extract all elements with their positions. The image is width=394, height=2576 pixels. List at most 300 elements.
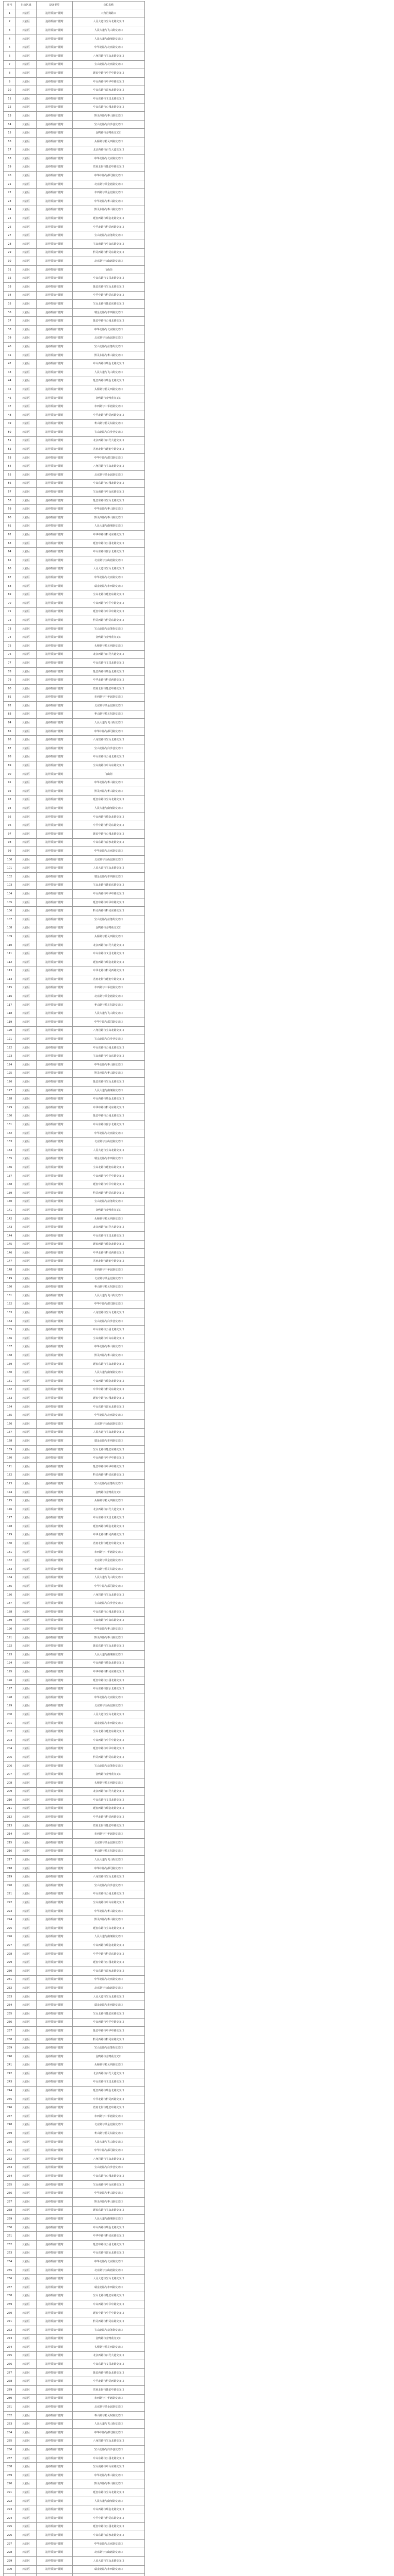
cell-seq: 54	[4, 462, 16, 471]
cell-type: 违停抓拍不限时	[37, 1018, 73, 1027]
cell-area: 云岩区	[16, 112, 37, 121]
cell-name: 人民大道与飞山街交叉口	[73, 2420, 145, 2429]
cell-name: 中华中路与黔灵东路交叉口	[73, 1668, 145, 1676]
cell-name: 头桥路与黔灵西路交叉口	[73, 933, 145, 941]
cell-type: 违停抓拍不限时	[37, 1685, 73, 1693]
cell-name: 中山西路与中华中路交叉口	[73, 1454, 145, 1463]
cell-type: 违停抓拍不限时	[37, 2429, 73, 2437]
cell-name: 市西路与中华北路交叉口	[73, 2394, 145, 2403]
cell-type: 违停抓拍不限时	[37, 941, 73, 950]
cell-seq: 136	[4, 1163, 16, 1172]
cell-type: 违停抓拍不限时	[37, 197, 73, 206]
table-row	[4, 368, 145, 377]
cell-type: 违停抓拍不限时	[37, 548, 73, 556]
table-row	[4, 231, 145, 240]
cell-type: 违停抓拍不限时	[37, 1608, 73, 1617]
cell-name	[73, 2574, 145, 2576]
cell-area: 云岩区	[16, 1608, 37, 1617]
cell-area: 云岩区	[16, 1505, 37, 1514]
cell-seq: 63	[4, 539, 16, 548]
cell-area: 云岩区	[16, 1719, 37, 1727]
table-row	[4, 1274, 145, 1283]
cell-area: 云岩区	[16, 436, 37, 445]
cell-type: 违停抓拍不限时	[37, 1437, 73, 1446]
cell-name: 延安东路与宝山北路交叉口	[73, 2206, 145, 2215]
cell-area: 云岩区	[16, 1129, 37, 1138]
cell-area: 云岩区	[16, 838, 37, 847]
table-row	[4, 1257, 145, 1266]
cell-area: 云岩区	[16, 1009, 37, 1018]
cell-seq: 57	[4, 488, 16, 497]
cell-seq: 235	[4, 2009, 16, 2018]
table-row	[4, 86, 145, 95]
table-row	[4, 172, 145, 180]
cell-seq: 238	[4, 2035, 16, 2044]
cell-area: 云岩区	[16, 2368, 37, 2377]
cell-area: 云岩区	[16, 1206, 37, 1215]
cell-name: 八角岩路与宝山北路交叉口	[73, 2155, 145, 2164]
table-row	[4, 1471, 145, 1480]
cell-name: 中山东路与富水北路交叉口	[73, 86, 145, 95]
cell-type: 违停抓拍不限时	[37, 556, 73, 565]
cell-seq: 68	[4, 582, 16, 590]
cell-type: 违停抓拍不限时	[37, 693, 73, 702]
table-row	[4, 445, 145, 454]
cell-seq: 222	[4, 1899, 16, 1907]
table-row	[4, 1796, 145, 1805]
cell-seq: 292	[4, 2497, 16, 2505]
cell-type: 违停抓拍不限时	[37, 394, 73, 402]
cell-seq: 240	[4, 2052, 16, 2061]
table-row	[4, 693, 145, 702]
cell-type: 违停抓拍不限时	[37, 231, 73, 240]
cell-type: 违停抓拍不限时	[37, 1668, 73, 1676]
cell-type: 违停抓拍不限时	[37, 1531, 73, 1539]
table-row	[4, 1172, 145, 1180]
cell-seq: 239	[4, 2044, 16, 2053]
cell-seq: 264	[4, 2258, 16, 2266]
table-row	[4, 291, 145, 300]
cell-name: 枣山路与黔灵东路交叉口	[73, 2411, 145, 2420]
cell-name: 北京西路与百花大道交叉口	[73, 2351, 145, 2360]
cell-seq: 236	[4, 2018, 16, 2027]
cell-type: 违停抓拍不限时	[37, 1992, 73, 2001]
table-row	[4, 1933, 145, 1941]
cell-seq: 243	[4, 2078, 16, 2087]
table-row	[4, 599, 145, 607]
cell-name: 宝山北路与延安东路交叉口	[73, 590, 145, 599]
table-row	[4, 761, 145, 770]
table-row	[4, 343, 145, 351]
table-row	[4, 1556, 145, 1565]
cell-type: 违停抓拍不限时	[37, 1368, 73, 1377]
cell-area: 云岩区	[16, 1967, 37, 1975]
cell-area: 云岩区	[16, 984, 37, 992]
cell-area: 云岩区	[16, 1770, 37, 1779]
cell-name: 宝山北路与白沙巷交叉口	[73, 2446, 145, 2454]
table-row	[4, 2249, 145, 2258]
cell-name: 人民大道与飞山街交叉口	[73, 1009, 145, 1018]
cell-name: 省府北街与延安中路交叉口	[73, 1539, 145, 1548]
table-row	[4, 770, 145, 778]
cell-type: 违停抓拍不限时	[37, 1095, 73, 1104]
cell-seq: 245	[4, 2095, 16, 2104]
cell-area: 云岩区	[16, 531, 37, 539]
cell-area: 云岩区	[16, 18, 37, 26]
table-row	[4, 351, 145, 360]
table-row	[4, 1334, 145, 1343]
cell-area: 云岩区	[16, 2249, 37, 2258]
cell-area: 云岩区	[16, 291, 37, 300]
cell-name: 人民大道与宝山北路交叉口	[73, 2275, 145, 2283]
cell-seq: 197	[4, 1685, 16, 1693]
cell-seq: 219	[4, 1873, 16, 1882]
cell-seq: 83	[4, 710, 16, 719]
table-row	[4, 1454, 145, 1463]
cell-area: 云岩区	[16, 1026, 37, 1035]
cell-type: 违停抓拍不限时	[37, 967, 73, 975]
cell-seq: 43	[4, 368, 16, 377]
cell-type: 违停抓拍不限时	[37, 1744, 73, 1753]
cell-area: 云岩区	[16, 2027, 37, 2036]
cell-seq: 21	[4, 180, 16, 189]
cell-name: 宝山南路与中山东路交叉口	[73, 2463, 145, 2471]
cell-area: 云岩区	[16, 2351, 37, 2360]
cell-name: 中华北路与黔灵西路交叉口	[73, 2095, 145, 2104]
cell-area: 云岩区	[16, 676, 37, 685]
cell-seq: 12	[4, 103, 16, 112]
cell-area: 云岩区	[16, 1556, 37, 1565]
cell-area: 云岩区	[16, 2471, 37, 2480]
cell-name: 人民大道与南垭路交叉口	[73, 2497, 145, 2505]
cell-type: 违停抓拍不限时	[37, 2283, 73, 2292]
table-row	[4, 2565, 145, 2574]
cell-type: 违停抓拍不限时	[37, 702, 73, 710]
cell-type: 违停抓拍不限时	[37, 1522, 73, 1531]
table-row	[4, 847, 145, 856]
cell-seq: 101	[4, 864, 16, 873]
table-row	[4, 590, 145, 599]
cell-name: 中华中路与黔灵东路交叉口	[73, 1385, 145, 1394]
table-row	[4, 300, 145, 309]
cell-name: 宝山北路与白沙巷交叉口	[73, 1882, 145, 1890]
cell-area: 云岩区	[16, 2266, 37, 2275]
cell-name: 北京路与宝山北路交叉口	[73, 1702, 145, 1710]
cell-seq: 154	[4, 1317, 16, 1326]
cell-area: 云岩区	[16, 1368, 37, 1377]
table-row	[4, 2275, 145, 2283]
cell-type: 违停抓拍不限时	[37, 1300, 73, 1309]
cell-name: 中华北路与黔灵西路交叉口	[73, 223, 145, 231]
cell-seq: 183	[4, 1565, 16, 1574]
cell-name: 人民大道与飞山街交叉口	[73, 1573, 145, 1582]
cell-type: 违停抓拍不限时	[37, 1078, 73, 1087]
cell-type: 违停抓拍不限时	[37, 812, 73, 821]
cell-area: 云岩区	[16, 2411, 37, 2420]
cell-name: 中山东路与富水北路交叉口	[73, 548, 145, 556]
cell-area: 云岩区	[16, 2275, 37, 2283]
cell-name: 人民大道与宝山北路交叉口	[73, 1710, 145, 1719]
cell-seq: 69	[4, 590, 16, 599]
cell-area: 云岩区	[16, 2206, 37, 2215]
cell-type: 违停抓拍不限时	[37, 1497, 73, 1505]
table-row	[4, 616, 145, 625]
cell-type: 违停抓拍不限时	[37, 2087, 73, 2095]
cell-type: 违停抓拍不限时	[37, 35, 73, 43]
cell-area: 云岩区	[16, 77, 37, 86]
cell-seq: 215	[4, 1839, 16, 1848]
cell-area: 云岩区	[16, 1163, 37, 1172]
table-row	[4, 1821, 145, 1830]
cell-type: 违停抓拍不限时	[37, 1573, 73, 1582]
cell-seq: 151	[4, 1292, 16, 1300]
cell-seq: 148	[4, 1266, 16, 1275]
cell-name: 延安中路与中华中路交叉口	[73, 1744, 145, 1753]
cell-name: 宝山北路与盐务街交叉口	[73, 343, 145, 351]
cell-area: 云岩区	[16, 967, 37, 975]
cell-name: 延安中路与公园北路交叉口	[73, 1958, 145, 1967]
table-row	[4, 710, 145, 719]
cell-seq: 190	[4, 1625, 16, 1634]
cell-type: 违停抓拍不限时	[37, 1283, 73, 1292]
cell-type: 违停抓拍不限时	[37, 2095, 73, 2104]
table-row	[4, 1018, 145, 1027]
cell-area: 云岩区	[16, 1522, 37, 1531]
cell-area: 云岩区	[16, 189, 37, 197]
table-row	[4, 1163, 145, 1172]
cell-seq: 102	[4, 872, 16, 881]
cell-area: 云岩区	[16, 283, 37, 292]
cell-area: 云岩区	[16, 445, 37, 454]
table-row	[4, 795, 145, 804]
table-row	[4, 360, 145, 368]
cell-type: 违停抓拍不限时	[37, 1112, 73, 1121]
cell-seq: 56	[4, 479, 16, 488]
cell-seq: 201	[4, 1719, 16, 1727]
cell-seq	[4, 2574, 16, 2576]
cell-name: 宝山北路与盐务街交叉口	[73, 915, 145, 924]
cell-area: 云岩区	[16, 1488, 37, 1497]
cell-name: 中华北路与黔灵西路交叉口	[73, 1531, 145, 1539]
cell-area: 云岩区	[16, 778, 37, 787]
cell-name: 瑞金北路与市西路交叉口	[73, 308, 145, 317]
cell-type: 违停抓拍不限时	[37, 744, 73, 753]
table-row	[4, 248, 145, 257]
cell-type: 违停抓拍不限时	[37, 1009, 73, 1018]
table-row	[4, 1052, 145, 1061]
cell-name: 宝山北路与延安东路交叉口	[73, 2292, 145, 2300]
cell-name: 省府北街与延安中路交叉口	[73, 445, 145, 454]
cell-type: 违停抓拍不限时	[37, 146, 73, 155]
table-row	[4, 1693, 145, 1702]
cell-seq: 60	[4, 514, 16, 522]
cell-area: 云岩区	[16, 702, 37, 710]
cell-name: 黔灵西路与黔灵东路交叉口	[73, 248, 145, 257]
table-row	[4, 283, 145, 292]
cell-type: 违停抓拍不限时	[37, 795, 73, 804]
table-row	[4, 872, 145, 881]
cell-name: 北京路与宝山北路交叉口	[73, 1984, 145, 1993]
cell-name: 中华北路与北京路交叉口	[73, 43, 145, 52]
table-row	[4, 197, 145, 206]
cell-area: 云岩区	[16, 2283, 37, 2292]
cell-type: 违停抓拍不限时	[37, 2027, 73, 2036]
cell-area: 云岩区	[16, 2009, 37, 2018]
cell-seq: 169	[4, 1445, 16, 1454]
cell-name: 中华北路与北京路交叉口	[73, 155, 145, 163]
cell-type: 违停抓拍不限时	[37, 1693, 73, 1702]
cell-area: 云岩区	[16, 2189, 37, 2198]
cell-area: 云岩区	[16, 1907, 37, 1916]
cell-type: 违停抓拍不限时	[37, 1326, 73, 1334]
cell-seq: 267	[4, 2283, 16, 2292]
cell-seq: 91	[4, 778, 16, 787]
cell-seq: 10	[4, 86, 16, 95]
cell-type: 违停抓拍不限时	[37, 1146, 73, 1155]
cell-area: 云岩区	[16, 872, 37, 881]
table-row	[4, 1522, 145, 1531]
cell-seq: 104	[4, 890, 16, 899]
cell-seq: 67	[4, 573, 16, 582]
cell-name: 头桥路与黔灵西路交叉口	[73, 137, 145, 146]
cell-seq: 59	[4, 505, 16, 514]
cell-type: 违停抓拍不限时	[37, 1257, 73, 1266]
cell-name: 中山东路与文昌北路交叉口	[73, 1796, 145, 1805]
cell-area: 云岩区	[16, 1984, 37, 1993]
cell-name: 中山东路与文昌北路交叉口	[73, 274, 145, 283]
table-row	[4, 317, 145, 326]
cell-area: 云岩区	[16, 2420, 37, 2429]
cell-seq: 192	[4, 1642, 16, 1651]
cell-name: 中山东路与文昌北路交叉口	[73, 950, 145, 958]
cell-area: 云岩区	[16, 830, 37, 839]
cell-type: 违停抓拍不限时	[37, 1402, 73, 1411]
table-row	[4, 933, 145, 941]
cell-name: 中华中路与都司路交叉口	[73, 453, 145, 462]
cell-area: 云岩区	[16, 35, 37, 43]
cell-area: 云岩区	[16, 590, 37, 599]
cell-type: 违停抓拍不限时	[37, 1761, 73, 1770]
cell-area: 云岩区	[16, 1309, 37, 1317]
cell-area: 云岩区	[16, 2454, 37, 2463]
cell-type: 违停抓拍不限时	[37, 2078, 73, 2087]
cell-name: 中山东路与公园北路交叉口	[73, 103, 145, 112]
cell-area: 云岩区	[16, 317, 37, 326]
cell-type: 违停抓拍不限时	[37, 2556, 73, 2565]
table-row	[4, 2223, 145, 2232]
cell-name: 黔灵西路与枣山路交叉口	[73, 1916, 145, 1924]
cell-name: 中华北路与枣山路交叉口	[73, 2471, 145, 2480]
cell-area: 云岩区	[16, 667, 37, 676]
table-row	[4, 2454, 145, 2463]
cell-area: 云岩区	[16, 1018, 37, 1027]
cell-name: 金鸭路与金鸭苑交叉口	[73, 1206, 145, 1215]
table-row	[4, 189, 145, 197]
table-row	[4, 1309, 145, 1317]
cell-name: 延安中路与中华中路交叉口	[73, 898, 145, 907]
cell-type: 违停抓拍不限时	[37, 1197, 73, 1206]
cell-seq: 40	[4, 343, 16, 351]
cell-area: 云岩区	[16, 26, 37, 35]
cell-area: 云岩区	[16, 1710, 37, 1719]
cell-seq: 45	[4, 385, 16, 394]
cell-name: 中山东路与公园北路交叉口	[73, 753, 145, 761]
cell-type: 违停抓拍不限时	[37, 334, 73, 343]
cell-type: 违停抓拍不限时	[37, 1916, 73, 1924]
cell-name: 延安东路与宝山北路交叉口	[73, 2488, 145, 2497]
cell-seq: 79	[4, 676, 16, 685]
cell-seq: 94	[4, 804, 16, 813]
cell-area: 云岩区	[16, 582, 37, 590]
cell-area: 云岩区	[16, 1146, 37, 1155]
cell-seq: 275	[4, 2351, 16, 2360]
table-row	[4, 864, 145, 873]
cell-area: 云岩区	[16, 2292, 37, 2300]
table-row	[4, 2300, 145, 2309]
cell-area: 云岩区	[16, 1283, 37, 1292]
table-row	[4, 624, 145, 633]
cell-type: 违停抓拍不限时	[37, 1890, 73, 1899]
cell-area: 云岩区	[16, 1778, 37, 1787]
table-row	[4, 2163, 145, 2172]
cell-name: 宝山北路与盐务街交叉口	[73, 1197, 145, 1206]
cell-name: 人民大道与宝山北路交叉口	[73, 2556, 145, 2565]
table-row	[4, 1599, 145, 1608]
cell-name: 黔灵西路与黔灵东路交叉口	[73, 907, 145, 916]
cell-type: 违停抓拍不限时	[37, 248, 73, 257]
table-row	[4, 659, 145, 668]
cell-type: 违停抓拍不限时	[37, 659, 73, 668]
cell-name: 瑞金北路与市西路交叉口	[73, 1437, 145, 1446]
table-row	[4, 1685, 145, 1693]
cell-seq: 182	[4, 1556, 16, 1565]
cell-area: 云岩区	[16, 2180, 37, 2189]
cell-seq: 62	[4, 531, 16, 539]
table-row	[4, 1727, 145, 1736]
table-row	[4, 1061, 145, 1070]
cell-type: 违停抓拍不限时	[37, 52, 73, 60]
cell-name: 金鸭路与金鸭苑交叉口	[73, 2334, 145, 2343]
cell-area: 云岩区	[16, 907, 37, 916]
cell-name: 黔灵西路与黔灵东路交叉口	[73, 1753, 145, 1762]
cell-type: 违停抓拍不限时	[37, 607, 73, 616]
cell-type: 违停抓拍不限时	[37, 1026, 73, 1035]
table-row	[4, 155, 145, 163]
cell-area: 云岩区	[16, 2104, 37, 2112]
cell-area: 云岩区	[16, 394, 37, 402]
cell-type: 违停抓拍不限时	[37, 787, 73, 796]
cell-name: 市西路与中华北路交叉口	[73, 693, 145, 702]
cell-name: 中山东路与公园北路交叉口	[73, 2172, 145, 2181]
cell-name: 人民大道与南垭路交叉口	[73, 1651, 145, 1659]
cell-seq: 134	[4, 1146, 16, 1155]
cell-type: 违停抓拍不限时	[37, 2539, 73, 2548]
cell-type: 违停抓拍不限时	[37, 2044, 73, 2053]
table-row	[4, 1317, 145, 1326]
table-row	[4, 1890, 145, 1899]
table-header-row	[4, 2, 145, 9]
cell-seq: 299	[4, 2556, 16, 2565]
cell-seq: 234	[4, 2001, 16, 2010]
cell-name: 黔灵西路与黔灵东路交叉口	[73, 1189, 145, 1197]
table-row	[4, 2052, 145, 2061]
table-row	[4, 1095, 145, 1104]
cell-seq: 195	[4, 1668, 16, 1676]
table-row	[4, 308, 145, 317]
cell-type: 违停抓拍不限时	[37, 265, 73, 274]
cell-type: 违停抓拍不限时	[37, 2394, 73, 2403]
cell-name: 黔灵西路与枣山路交叉口	[73, 1351, 145, 1360]
